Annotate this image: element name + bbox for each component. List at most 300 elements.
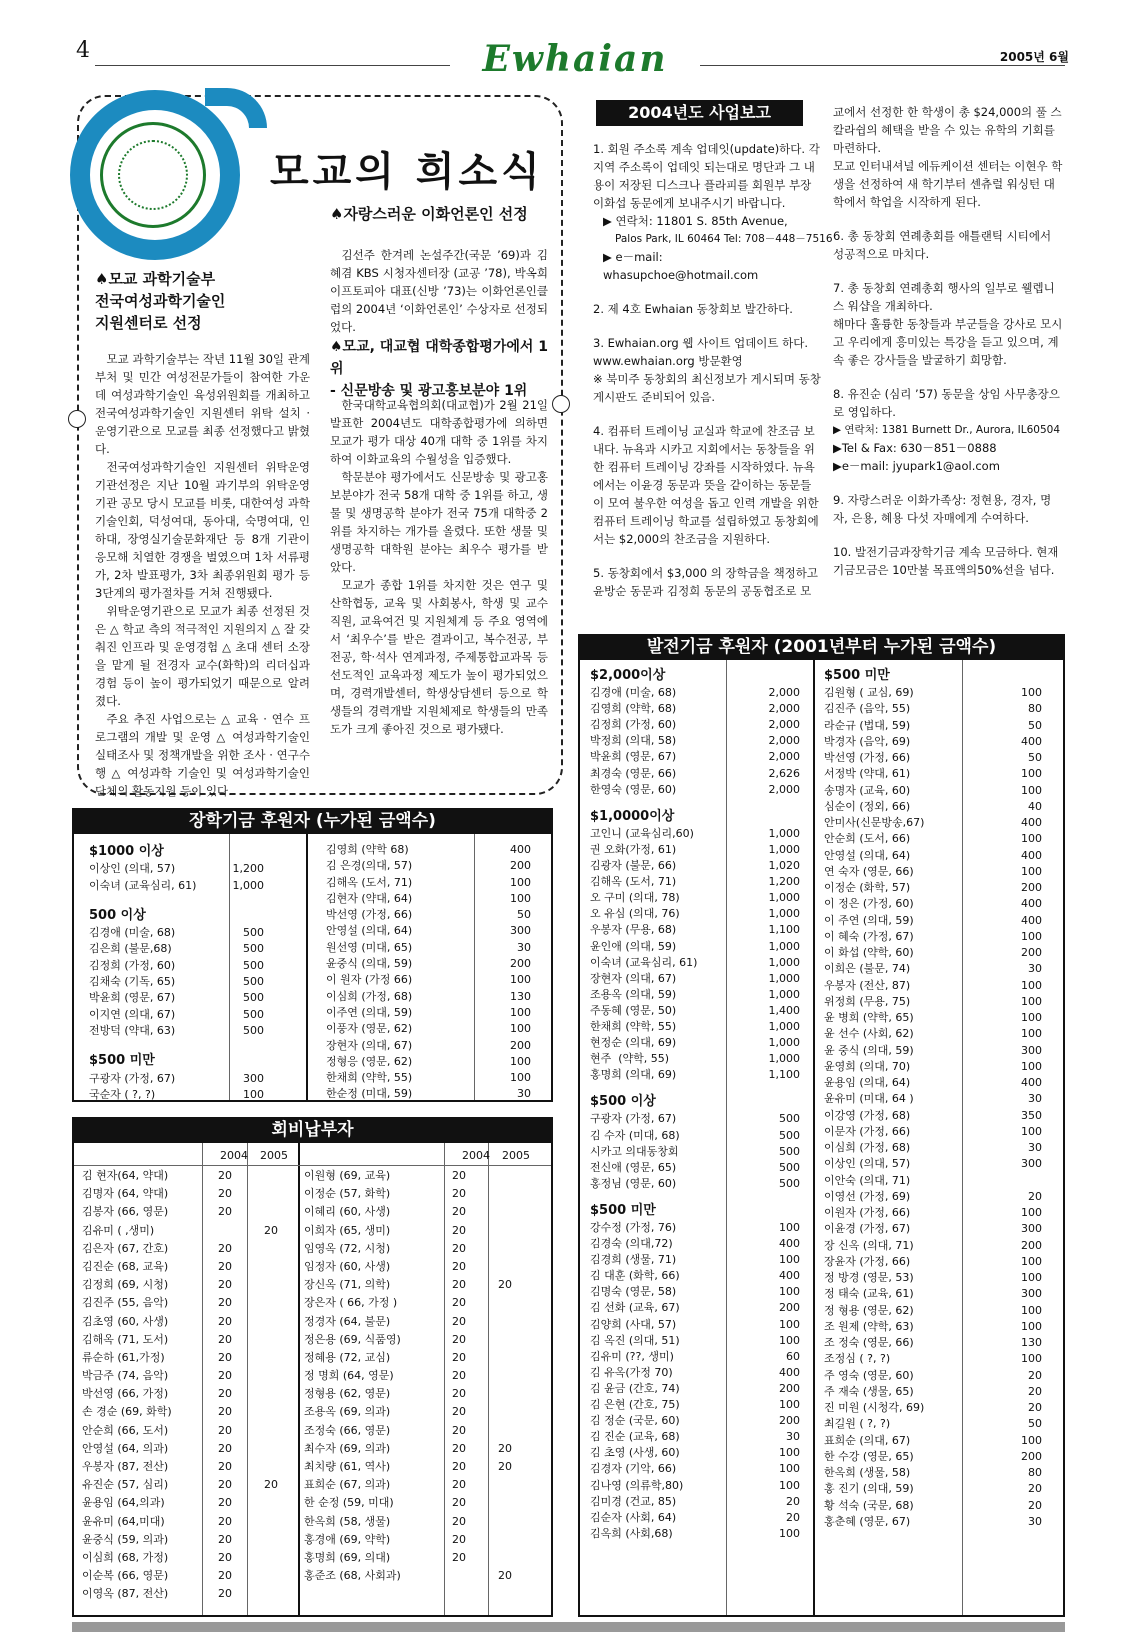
donor-amount: 1,020 [768,859,800,873]
donor-amount: 300 [1021,1043,1042,1057]
donor-amount: 30 [786,1430,800,1444]
table-row [590,1478,800,1494]
dues-2004: 20 [452,1169,466,1182]
table-row [304,1276,549,1294]
donor-name: 김영희 (약학, 68) [590,702,677,716]
donor-name: 이 정은 (가정, 60) [824,897,914,911]
donor-amount: 400 [1021,734,1042,748]
dues-2004: 20 [218,1314,232,1328]
paragraph: 학문분야 평가에서도 신문방송 및 광고홍보분야가 전국 58개 대학 중 1위를 하고, 생물 및 생명공학 분야가 전국 75개 대학중 2위를 차지하는 개가를 올렸다. 또한 생물 및 생명공학 대학원 분야는 최우수 평가를 받았다. [330,470,548,574]
dues-2004: 20 [218,1332,232,1346]
donor-amount: 500 [243,1007,264,1021]
donor-name: 김 정순 (국문, 60) [590,1414,680,1428]
table-row [326,1038,536,1054]
donor-amount: 2,000 [768,782,800,796]
donor-amount: 300 [243,1071,264,1085]
table-row [89,958,289,974]
group-heading: $500 미만 [89,1053,155,1069]
member-name: 임영옥 (72, 시청) [304,1241,391,1255]
donor-amount: 20 [1028,1189,1042,1203]
table-row [824,1286,1056,1302]
table-row [824,929,1056,945]
donor-name: 주 재숙 (생물, 65) [824,1384,914,1398]
donor-name: 구광자 (가정, 67) [590,1112,677,1126]
member-name: 김진순 (68, 교육) [82,1259,169,1273]
table-row [590,1284,800,1300]
donor-amount: 100 [243,1087,264,1101]
table-row [590,1252,800,1268]
table-row [590,1268,800,1284]
member-name: 김명자 (64, 약대) [82,1187,169,1201]
donor-name: 안순희 (도서, 66) [824,832,911,846]
table-row [304,1367,549,1385]
table-row [326,972,536,988]
donor-amount: 300 [510,924,531,938]
table-row [590,858,800,874]
donor-name: 송명자 (교육, 60) [824,783,911,797]
table-row [82,1258,296,1276]
report-item: ※ 북미주 동창회의 최신정보가 게시되며 동창게시판도 준비되어 있음. [593,372,821,404]
donor-name: 윤인애 (의대, 59) [590,939,677,953]
donor-amount: 200 [779,1301,800,1315]
donor-amount: 1,000 [768,891,800,905]
donor-name: 김경애 (미술, 68) [89,926,176,940]
donor-name: 김순자 (사회, 64) [590,1510,677,1524]
donor-name: 김정희 (가정, 60) [590,718,677,732]
report-item: 교에서 선정한 한 학생이 총 $24,000의 풀 스칼라쉽의 혜택을 받을 수 있는 유학의 기회를 마련하다. [833,105,1062,155]
donor-amount: 60 [786,1349,800,1363]
table-row [304,1203,549,1221]
table-row [824,1010,1056,1026]
member-name: 홍경애 (69, 약학) [304,1532,391,1546]
table-row [824,1351,1056,1367]
dues-2004: 20 [218,1569,232,1583]
paragraph: 한국대학교육협의회(대교협)가 2월 21일 발표한 2004년도 대학종합평가에 의하면 모교가 평가 대상 40개 대학 중 1위를 차지하여 이화교육의 수월성을 입증했다. [330,398,548,466]
donor-amount: 200 [1021,881,1042,894]
table-row [82,1367,296,1385]
table-row [82,1513,296,1531]
table-row [824,1173,1056,1189]
subheading-ranking: ♠모교, 대교협 대학종합평가에서 1위 - 신문방송 및 광고홍보분야 1위 [330,339,549,399]
table-row [590,1160,800,1176]
table-row [590,842,800,858]
donor-amount: 200 [1021,1449,1042,1463]
report-left-column [593,140,833,600]
table-row [590,749,800,765]
table-row [326,1070,536,1086]
donor-name: 장현자 (의대, 67) [326,1038,413,1052]
member-name: 김진주 (55, 음악) [82,1296,169,1310]
member-name: 정 명희 (64, 영문) [304,1369,394,1383]
table-row [590,1397,800,1413]
donor-amount: 40 [1028,799,1042,813]
donor-amount: 100 [1021,1319,1042,1333]
donor-amount: 100 [1021,994,1042,1008]
donor-name: 김 유옥(가정 70) [590,1365,673,1379]
donor-amount: 1,000 [768,842,800,856]
table-row [824,1075,1056,1091]
group-heading: $1,0000이상 [590,808,675,824]
donor-amount: 1,200 [232,862,264,876]
donor-amount: 400 [1021,816,1042,829]
donor-name: 이숙녀 (교육심리, 61) [590,955,698,969]
table-row [824,1335,1056,1351]
donor-name: 현정순 (의대, 69) [590,1036,677,1050]
donor-name: 이원자 (가정, 66) [824,1206,911,1219]
donor-name: 이희은 (불문, 74) [824,962,911,976]
table-row [326,907,536,923]
dues-2004: 20 [452,1369,466,1383]
table-row [89,1087,289,1103]
dues-2004: 20 [218,1532,232,1546]
table-row [590,1300,800,1316]
table-row [82,1167,296,1185]
table-row [89,1007,289,1023]
table-row [89,861,289,877]
donor-amount: 100 [779,1317,800,1331]
table-row [82,1440,296,1458]
member-name: 장은자 ( 66, 가정 ) [304,1296,398,1310]
donor-amount: 1,000 [768,1036,800,1050]
donor-amount: 100 [1021,832,1042,846]
table-row [590,890,800,906]
donor-name: 김 옥진 (의대, 51) [590,1333,680,1347]
dues-2004: 20 [452,1478,466,1492]
donor-name: 권 오화(가정, 61) [590,842,677,856]
table-row [824,783,1056,799]
report-item: 9. 자랑스러운 이화가족상: 정현용, 경자, 명자, 은용, 혜용 다섯 자매에게 수여하다. [833,493,1052,525]
table-row [82,1403,296,1421]
dues-2004: 20 [218,1296,232,1310]
donor-name: 조 정숙 (영문, 66) [824,1336,914,1349]
donor-name: 김 초영 (사생, 60) [590,1446,680,1460]
table-row [326,1054,536,1070]
donor-name: 이지연 (의대, 67) [89,1007,176,1021]
table-row [590,1111,800,1127]
table-row [824,848,1056,864]
member-name: 이순복 (66, 영문) [82,1569,169,1583]
table-row [824,1400,1056,1416]
donor-name: 홍정님 (영문, 60) [590,1176,677,1190]
table-row [824,1270,1056,1286]
table-row [824,1433,1056,1449]
donor-amount: 20 [786,1510,800,1524]
donor-amount: 30 [1028,962,1042,976]
table-row [82,1185,296,1203]
donor-name: 표희순 (의대, 67) [824,1433,911,1447]
donor-amount: 500 [243,1023,264,1037]
donor-name: 김광자 (불문, 66) [590,859,677,873]
member-name: 임정자 (60, 사생) [304,1259,391,1273]
donor-name: 윤영희 (의대, 70) [824,1059,911,1073]
donor-amount: 200 [779,1414,800,1428]
bottom-bar [72,1622,1065,1632]
donor-amount: 200 [510,957,531,971]
donor-name: 김현자 (약대, 64) [326,891,413,905]
donor-amount: 100 [1021,1433,1042,1447]
table-row [590,701,800,717]
donor-amount: 400 [779,1269,800,1283]
table-row [590,1365,800,1381]
donor-amount: 100 [510,1071,531,1085]
table-row [89,878,289,894]
member-name: 이희자 (65, 생미) [304,1223,391,1237]
table-row [824,1026,1056,1042]
donor-name: 주 영숙 (영문, 60) [824,1368,914,1382]
table-row [824,701,1056,717]
donor-name: 김 진순 (교육, 68) [590,1430,680,1444]
dues-table: 2004 2005 2004 2005 김 현자(64, 약대) 20 김명자 (64, 약대) 20 김봉자 (66, 영문) 20 김유미 ( ,생미) 20 김은자 (67, 간호) 20 김진순 (68, 교육) 20 김정희 (69, 시청) 20 김진주 (55, 음악) 20 김초영 (60, 사생) 20 김해옥 (71, 도서) 20 류순하 (61,가정) 20 박금주 (74, 음악) 20 박선영 (66, 가정) 20 손 경순 (69, 화학) 20 안순희 (66, 도서) 20 안영설 (64, 의과) 20 우봉자 (87, 전산) 20 유진순 (57, 심리) 20 20 윤용임 (64,의과) 20 윤유미 (64,미대) 20 윤중식 (59, 의과) 20 이심희 (68, 가정) 20 이순복 (66, 영문) 20 이영옥 (87, 전산) 20 이원형 (69, 교육) 20 이정순 (57, 화학) 20 이혜리 (60, 사생) 20 이희자 (65, 생미) 20 임영옥 (72, 시청) 20 임정자 (60, 사생) 20 장신옥 (71, 의학) 20 20 장은자 ( 66, 가정 ) 20 정경자 (64, 불문) 20 정은용 (69, 식품영) 20 정혜용 (72, 교심) 20 정 명희 (64, 영문) 20 정형용 (62, 영문) 20 조용옥 (69, 의과) 20 조정숙 (66, 영문) 20 최수자 (69, 의과) 20 20 최치량 (61, 역사) 20 20 표희순 (67, 의과) 20 한 순정 (59, 미대) 20 한옥희 (58, 생물) 20 홍경애 (69, 약학) 20 홍명희 (69, 의대) 20 홍준조 (68, 사회과) 20 [72,1143,553,1617]
group-heading: $1000 이상 [89,844,164,859]
member-name: 표희순 (67, 의과) [304,1478,391,1492]
table-row [824,1481,1056,1497]
donor-amount: 100 [510,1022,531,1036]
member-name: 정은용 (69, 식품영) [304,1332,401,1346]
member-name: 류순하 (61,가정) [82,1350,165,1364]
table-row [326,891,536,907]
donor-name: 이상인 (의대, 57) [824,1157,911,1171]
dues-2004: 20 [218,1369,232,1383]
member-name: 조용옥 (69, 의과) [304,1405,391,1419]
dues-2004: 20 [218,1259,232,1273]
table-row [590,1220,800,1236]
donor-amount: 20 [786,1494,800,1508]
donor-amount: 500 [779,1112,800,1126]
table-row [304,1458,549,1476]
donor-amount: 50 [1028,1417,1042,1431]
table-row [590,1035,800,1051]
donor-name: 김나영 (의류학,80) [590,1478,684,1492]
donor-name: 장 신옥 (의대, 71) [824,1238,914,1252]
donor-amount: 500 [243,991,264,1005]
table-row [824,750,1056,766]
donor-name: 조 원제 (약학, 63) [824,1319,914,1333]
donor-amount: 1,000 [768,1052,800,1066]
donor-amount: 500 [243,926,264,940]
donor-amount: 30 [1028,1141,1042,1154]
member-name: 윤용임 (64,의과) [82,1496,165,1510]
table-row [590,874,800,890]
donor-name: 주동혜 (영문, 50) [590,1003,677,1017]
report-item: ▶ 연락처: 1381 Burnett Dr., Aurora, IL60504 [833,424,1061,436]
page-number: 4 [76,38,90,63]
member-name: 김유미 ( ,생미) [82,1223,155,1237]
dues-2004: 20 [218,1441,232,1455]
table-row [824,815,1056,831]
dues-2004: 20 [452,1205,466,1219]
donor-name: 이 화섭 (약학, 60) [824,946,914,959]
donor-amount: 100 [779,1462,800,1476]
donor-name: 한영숙 (영문, 60) [590,782,677,796]
subheading-science-center: ♠모교 과학기술부 전국여성과학기술인 지원센터로 선정 [95,270,226,332]
feature-title: 모교의 희소식 [270,149,544,195]
table-row [89,925,289,941]
table-row [304,1422,549,1440]
donor-name: 박정희 (의대, 58) [590,734,677,748]
donor-amount: 1,000 [768,971,800,985]
donor-amount: 100 [1021,1011,1042,1024]
table-row [82,1203,296,1221]
donor-amount: 130 [1021,1336,1042,1349]
donor-name: 안영설 (의대, 64) [824,848,911,862]
donor-amount: 50 [1028,718,1042,732]
dues-2004: 20 [218,1514,232,1528]
donor-amount: 1,000 [768,907,800,921]
donor-name: 윤중식 (의대, 59) [326,957,413,971]
donor-amount: 400 [1021,1076,1042,1089]
table-row [590,685,800,701]
member-name: 손 경순 (69, 화학) [82,1405,172,1419]
donor-amount: 1,000 [768,955,800,969]
group-heading: 500 이상 [89,907,146,923]
donor-amount: 130 [510,989,531,1003]
table-row [304,1313,549,1331]
table-row [82,1476,296,1494]
table-row [590,1236,800,1252]
donor-amount: 100 [1021,978,1042,992]
member-name: 이혜리 (60, 사생) [304,1205,391,1219]
donor-amount: 1,000 [768,1019,800,1033]
donor-amount: 20 [1028,1498,1042,1512]
report-item: 3. Ewhaian.org 웹 사이트 업데이트 하다. www.ewhaian.org 방문환영 [593,336,809,368]
donor-name: 장윤자 (가정, 66) [824,1254,911,1268]
donor-amount: 2,000 [768,686,800,700]
donor-amount: 2,000 [768,718,800,732]
dues-2004: 20 [218,1278,232,1292]
donor-name: 한옥희 (생물, 58) [824,1466,911,1479]
donor-amount: 500 [243,958,264,972]
table-row [824,1140,1056,1156]
donor-amount: 2,626 [768,766,800,780]
donor-name: 김 윤금 (간호, 74) [590,1381,680,1395]
dues-2004: 20 [218,1350,232,1364]
scholarship-title: 장학기금 후원자 (누가된 금액수) [72,808,553,834]
table-row [89,1071,289,1087]
donor-amount: 100 [510,1054,531,1068]
member-name: 정형용 (62, 영문) [304,1387,391,1401]
member-name: 유진순 (57, 심리) [82,1478,169,1492]
dues-2004: 20 [452,1441,466,1455]
dues-2004: 20 [218,1478,232,1492]
donor-name: 김 은경(의대, 57) [326,859,413,873]
table-row [82,1294,296,1312]
table-row [304,1331,549,1349]
member-name: 김 현자(64, 약대) [82,1169,169,1182]
donor-name: 김경희 (생물, 71) [590,1253,677,1267]
table-row [304,1403,549,1421]
table-row [590,1317,800,1333]
table-row [304,1385,549,1403]
donor-name: 안미사(신문방송,67) [824,816,925,829]
donor-amount: 1,400 [768,1003,800,1017]
table-row [82,1422,296,1440]
table-row [824,1319,1056,1335]
donor-amount: 200 [779,1381,800,1395]
donor-name: 김은희 (불문,68) [89,942,172,956]
donor-name: 김미경 (건교, 85) [590,1494,677,1508]
donor-amount: 400 [779,1365,800,1379]
table-row [824,961,1056,977]
donor-name: 윤 선수 (사회, 62) [824,1027,914,1041]
donor-name: 안영설 (의대, 64) [326,924,413,938]
report-item: 7. 총 동창회 연례총회 행사의 일부로 웰렙니스 워샵을 개최하다. [833,281,1055,313]
donor-name: 한채희 (약학, 55) [590,1019,677,1033]
table-row [824,734,1056,750]
table-row [824,880,1056,896]
donor-name: 서정박 (약대, 61) [824,767,911,781]
dues-2004: 20 [452,1460,466,1473]
donor-amount: 20 [1028,1384,1042,1398]
member-name: 박선영 (66, 가정) [82,1387,169,1401]
report-item: 10. 발전기금과장학기금 계속 모금하다. 현재 기금모금은 10만불 목표액의50%선을 넘다. [833,545,1059,577]
table-row [82,1313,296,1331]
group-heading: $500 미만 [824,668,890,683]
dues-2004: 20 [218,1387,232,1401]
table-row [590,826,800,842]
paragraph: 주요 추진 사업으로는 △ 교육 · 연수 프로그램의 개발 및 운영 △ 여성과학기술인 실태조사 및 정책개발을 위한 조사 · 연구수행 △ 여성과학 기술인 및 여성과학기술인단체의 활동지원 등이 있다. [95,712,310,798]
donor-name: 강수정 (가정, 76) [590,1221,677,1234]
member-name: 조정숙 (66, 영문) [304,1423,391,1437]
dues-2004: 20 [218,1460,232,1473]
table-row [590,971,800,987]
donor-name: 이정순 (화학, 57) [824,881,911,894]
member-name: 정혜용 (72, 교심) [304,1350,391,1364]
donor-name: 김명숙 (영문, 58) [590,1285,677,1299]
donor-name: 김경자 (기악, 66) [590,1462,677,1476]
donor-amount: 1,000 [768,826,800,840]
donor-name: 김옥희 (사회,68) [590,1526,673,1540]
donor-name: 우봉자 (무용, 68) [590,923,677,937]
dues-2004: 20 [218,1550,232,1564]
report-item: 해마다 훌륭한 동창들과 부군들을 강사로 모시고 우리에게 흥미있는 특강을 듣고 있으며, 계속 좋은 강사들을 발굴하기 희망함. [833,317,1063,367]
paragraph: 김선주 한겨레 논설주간(국문 ’69)과 김혜겸 KBS 시청자센터장 (교공 ’78), 박옥희 이프토피아 대표(신방 ’73)는 이화언론인클럽의 2004년 ‘이화언론인’ 수상자로 선정되었다. [330,248,548,334]
donor-name: 현주 (약학, 55) [590,1052,670,1066]
donor-amount: 100 [779,1398,800,1412]
donor-amount: 50 [1028,751,1042,764]
donor-name: 김 선화 (교육, 67) [590,1301,680,1315]
report-item: 모교 인터내셔널 에듀케이션 센터는 이현우 학생을 선정하여 새 학기부터 센츄럴 워싱턴 대학에서 학업을 시작하게 된다. [833,159,1063,209]
donor-amount: 500 [779,1128,800,1142]
fund-title: 발전기금 후원자 (2001년부터 누가된 금액수) [578,634,1065,660]
table-row [304,1476,549,1494]
member-name: 장신옥 (71, 의학) [304,1278,391,1292]
donor-amount: 500 [779,1160,800,1174]
donor-amount: 20 [1028,1482,1042,1496]
donor-amount: 100 [779,1253,800,1267]
table-row [824,685,1056,701]
donor-name: 홍 진기 (의대, 59) [824,1482,914,1496]
table-row [824,799,1056,815]
member-name: 안영설 (64, 의과) [82,1441,169,1455]
donor-name: 원선영 (미대, 65) [326,940,413,954]
table-row [590,906,800,922]
dues-2004: 20 [218,1241,232,1255]
donor-amount: 1,100 [768,1068,800,1082]
donor-name: 박경자 (음악, 69) [824,734,911,748]
dues-2004: 20 [452,1259,466,1273]
donor-name: 조정심 ( ?, ?) [824,1352,891,1366]
donor-name: 국순자 ( ?, ?) [89,1087,156,1101]
donor-amount: 200 [1021,946,1042,959]
report-item: 2. 제 4호 Ewhaian 동창회보 발간하다. [593,302,793,316]
donor-amount: 1,200 [768,875,800,889]
donor-amount: 100 [1021,1124,1042,1138]
donor-name: 윤유미 (미대, 64 ) [824,1092,914,1106]
donor-amount: 100 [1021,1271,1042,1284]
donor-amount: 1,100 [768,923,800,937]
donor-amount: 500 [243,942,264,956]
table-row [82,1494,296,1512]
